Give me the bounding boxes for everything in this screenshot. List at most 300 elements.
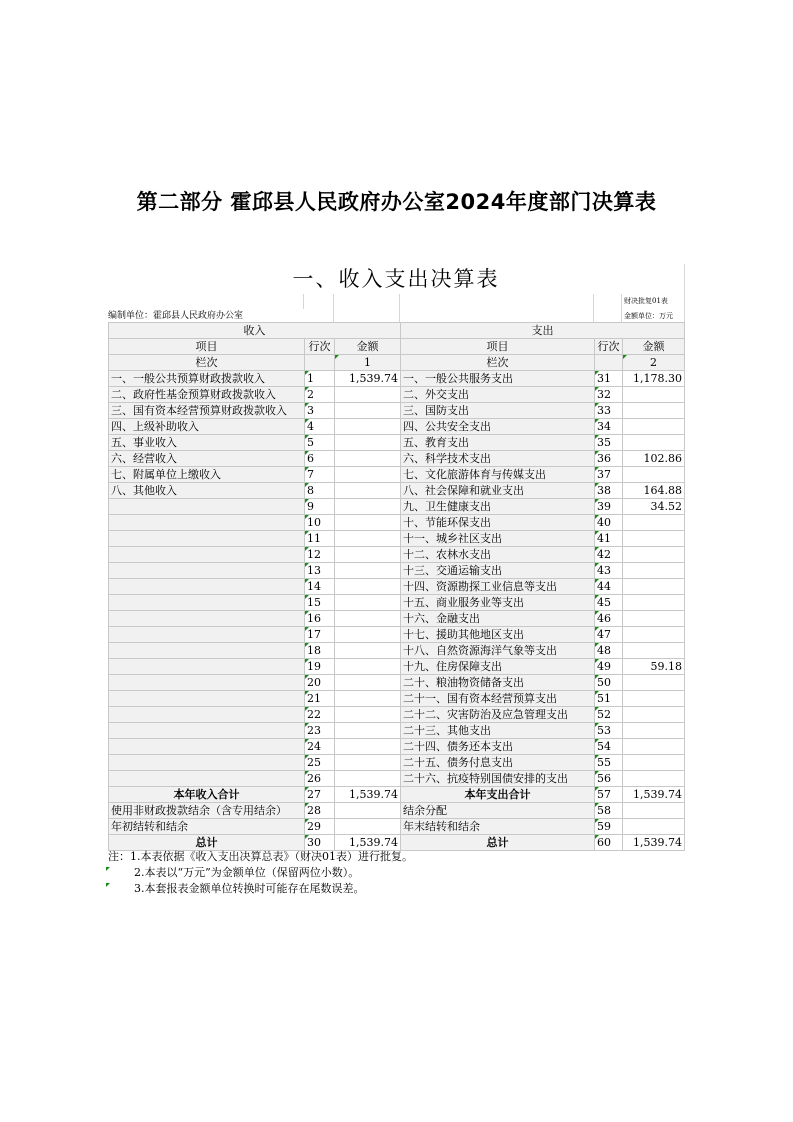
income-line-cell: 24 [305, 739, 335, 755]
expense-line-cell: 51 [595, 691, 623, 707]
expense-line-cell: 43 [595, 563, 623, 579]
table-row [109, 627, 685, 643]
cell-marker-icon [595, 691, 599, 695]
summary-row [109, 819, 685, 835]
income-line-cell: 13 [305, 563, 335, 579]
note-2: 2.本表以“万元”为金额单位（保留两位小数）。 [108, 865, 413, 881]
cell-marker-icon [305, 787, 309, 791]
table-row [109, 579, 685, 595]
income-item-cell [109, 547, 305, 563]
expense-index-label: 栏次 [401, 355, 595, 371]
expense-item-cell: 二十六、抗疫特别国债安排的支出 [401, 771, 595, 787]
expense-item-cell: 十七、援助其他地区支出 [401, 627, 595, 643]
cell-marker-icon [305, 547, 309, 551]
expense-line-cell: 56 [595, 771, 623, 787]
cell-marker-icon [305, 435, 309, 439]
summary-row [109, 787, 685, 803]
income-amount-cell [335, 419, 401, 435]
column-index-row [109, 355, 685, 371]
income-amount-cell [335, 755, 401, 771]
income-amount-cell [335, 659, 401, 675]
table-row [109, 691, 685, 707]
expense-item-cell: 六、科学技术支出 [401, 451, 595, 467]
section-header-row [109, 323, 685, 339]
income-item-cell [109, 611, 305, 627]
income-col-item: 项目 [109, 339, 305, 355]
cell-marker-icon [305, 451, 309, 455]
expense-item-cell: 十四、资源勘探工业信息等支出 [401, 579, 595, 595]
income-item-cell [109, 659, 305, 675]
table-row [109, 515, 685, 531]
cell-marker-icon [595, 467, 599, 471]
expense-summary-line-cell: 57 [595, 787, 623, 803]
cell-marker-icon [305, 739, 309, 743]
table-row [109, 707, 685, 723]
cell-marker-icon [595, 515, 599, 519]
income-line-cell: 5 [305, 435, 335, 451]
cell-marker-icon [595, 483, 599, 487]
expense-line-cell: 54 [595, 739, 623, 755]
expense-line-cell: 33 [595, 403, 623, 419]
income-item-cell [109, 755, 305, 771]
income-expense-table [108, 322, 685, 851]
expense-line-cell: 34 [595, 419, 623, 435]
table-row [109, 547, 685, 563]
expense-line-cell: 36 [595, 451, 623, 467]
column-header-row [109, 339, 685, 355]
cell-marker-icon [305, 819, 309, 823]
income-line-cell: 9 [305, 499, 335, 515]
expense-line-cell: 39 [595, 499, 623, 515]
income-item-cell [109, 723, 305, 739]
document-title: 第二部分 霍邱县人民政府办公室2024年度部门决算表 [136, 190, 657, 214]
income-amount-cell [335, 723, 401, 739]
cell-marker-icon [305, 371, 309, 375]
income-amount-cell [335, 611, 401, 627]
income-line-cell: 17 [305, 627, 335, 643]
income-summary-amount-cell [335, 803, 401, 819]
income-line-cell: 11 [305, 531, 335, 547]
expense-amount-cell [623, 419, 685, 435]
income-line-cell: 2 [305, 387, 335, 403]
expense-item-cell: 十九、住房保障支出 [401, 659, 595, 675]
income-summary-item-cell: 总计 [109, 835, 305, 851]
income-amount-cell: 1,539.74 [335, 371, 401, 387]
expense-amount-cell [623, 675, 685, 691]
form-code: 财决批复01表 [624, 297, 668, 305]
expense-summary-line-cell: 60 [595, 835, 623, 851]
expense-item-cell: 五、教育支出 [401, 435, 595, 451]
cell-marker-icon [305, 467, 309, 471]
cell-marker-icon [305, 659, 309, 663]
expense-amount-cell [623, 403, 685, 419]
income-col-line: 行次 [305, 339, 335, 355]
cell-marker-icon [305, 771, 309, 775]
income-amount-cell [335, 691, 401, 707]
income-item-cell [109, 627, 305, 643]
expense-item-cell: 七、文化旅游体育与传媒支出 [401, 467, 595, 483]
spreadsheet [108, 264, 685, 847]
table-row [109, 483, 685, 499]
expense-amount-cell [623, 755, 685, 771]
income-item-cell [109, 643, 305, 659]
income-item-cell [109, 579, 305, 595]
expense-line-cell: 53 [595, 723, 623, 739]
income-amount-cell [335, 675, 401, 691]
expense-amount-cell [623, 467, 685, 483]
expense-amount-cell [623, 515, 685, 531]
expense-summary-item-cell: 总计 [401, 835, 595, 851]
expense-item-cell: 十八、自然资源海洋气象等支出 [401, 643, 595, 659]
expense-amount-cell [623, 563, 685, 579]
income-item-cell [109, 515, 305, 531]
cell-marker-icon [305, 643, 309, 647]
expense-amount-cell [623, 531, 685, 547]
cell-marker-icon [106, 867, 110, 871]
income-summary-line-cell: 30 [305, 835, 335, 851]
income-item-cell [109, 531, 305, 547]
table-row [109, 499, 685, 515]
income-summary-amount-cell [335, 819, 401, 835]
table-row [109, 371, 685, 387]
expense-summary-amount-cell [623, 819, 685, 835]
cell-marker-icon [595, 771, 599, 775]
income-line-cell: 23 [305, 723, 335, 739]
expense-line-cell: 45 [595, 595, 623, 611]
expense-summary-item-cell: 结余分配 [401, 803, 595, 819]
expense-col-amount: 金额 [623, 339, 685, 355]
income-item-cell: 三、国有资本经营预算财政拨款收入 [109, 403, 305, 419]
cell-marker-icon [595, 595, 599, 599]
expense-col-index: 2 [623, 355, 685, 371]
table-row [109, 419, 685, 435]
expense-amount-cell: 102.86 [623, 451, 685, 467]
income-item-cell [109, 675, 305, 691]
expense-header: 支出 [401, 323, 685, 339]
income-line-cell: 19 [305, 659, 335, 675]
cell-marker-icon [305, 675, 309, 679]
expense-amount-cell [623, 643, 685, 659]
income-amount-cell [335, 771, 401, 787]
expense-amount-cell [623, 547, 685, 563]
income-item-cell [109, 771, 305, 787]
income-amount-cell [335, 707, 401, 723]
expense-line-cell: 47 [595, 627, 623, 643]
expense-item-cell: 十二、农林水支出 [401, 547, 595, 563]
income-line-cell: 26 [305, 771, 335, 787]
expense-amount-cell [623, 691, 685, 707]
income-summary-line-cell: 29 [305, 819, 335, 835]
income-item-cell: 一、一般公共预算财政拨款收入 [109, 371, 305, 387]
expense-item-cell: 三、国防支出 [401, 403, 595, 419]
table-row [109, 755, 685, 771]
cell-marker-icon [595, 803, 599, 807]
cell-marker-icon [595, 403, 599, 407]
cell-marker-icon [595, 419, 599, 423]
table-row [109, 387, 685, 403]
expense-amount-cell [623, 579, 685, 595]
cell-marker-icon [623, 355, 627, 359]
expense-item-cell: 十三、交通运输支出 [401, 563, 595, 579]
income-summary-amount-cell: 1,539.74 [335, 835, 401, 851]
cell-marker-icon [595, 627, 599, 631]
cell-marker-icon [305, 483, 309, 487]
income-line-cell: 1 [305, 371, 335, 387]
cell-marker-icon [305, 531, 309, 535]
income-index-label: 栏次 [109, 355, 305, 371]
notes [108, 849, 413, 897]
cell-marker-icon [305, 563, 309, 567]
expense-line-cell: 40 [595, 515, 623, 531]
expense-amount-cell [623, 771, 685, 787]
income-line-cell: 6 [305, 451, 335, 467]
expense-amount-cell [623, 739, 685, 755]
expense-line-cell: 31 [595, 371, 623, 387]
income-line-cell: 4 [305, 419, 335, 435]
income-item-cell: 五、事业收入 [109, 435, 305, 451]
cell-marker-icon [305, 403, 309, 407]
expense-col-line: 行次 [595, 339, 623, 355]
income-item-cell [109, 595, 305, 611]
expense-amount-cell: 164.88 [623, 483, 685, 499]
cell-marker-icon [595, 835, 599, 839]
income-item-cell [109, 691, 305, 707]
expense-line-cell: 46 [595, 611, 623, 627]
expense-item-cell: 四、公共安全支出 [401, 419, 595, 435]
income-item-cell [109, 499, 305, 515]
income-line-cell: 20 [305, 675, 335, 691]
table-row [109, 739, 685, 755]
cell-marker-icon [595, 563, 599, 567]
cell-marker-icon [305, 723, 309, 727]
income-amount-cell [335, 403, 401, 419]
cell-marker-icon [595, 755, 599, 759]
income-line-cell: 12 [305, 547, 335, 563]
cell-marker-icon [595, 643, 599, 647]
cell-marker-icon [305, 707, 309, 711]
table-row [109, 451, 685, 467]
income-amount-cell [335, 579, 401, 595]
cell-marker-icon [595, 611, 599, 615]
expense-line-cell: 48 [595, 643, 623, 659]
cell-marker-icon [305, 499, 309, 503]
income-item-cell [109, 707, 305, 723]
cell-marker-icon [595, 707, 599, 711]
income-summary-item-cell: 年初结转和结余 [109, 819, 305, 835]
table-row [109, 611, 685, 627]
expense-line-cell: 35 [595, 435, 623, 451]
cell-marker-icon [305, 835, 309, 839]
cell-marker-icon [595, 787, 599, 791]
income-line-cell: 21 [305, 691, 335, 707]
cell-marker-icon [305, 515, 309, 519]
expense-amount-cell: 1,178.30 [623, 371, 685, 387]
expense-amount-cell [623, 611, 685, 627]
table-row [109, 675, 685, 691]
income-amount-cell [335, 435, 401, 451]
expense-amount-cell [623, 723, 685, 739]
cell-marker-icon [595, 451, 599, 455]
expense-line-cell: 41 [595, 531, 623, 547]
expense-line-cell: 50 [595, 675, 623, 691]
income-line-cell: 10 [305, 515, 335, 531]
table-row [109, 435, 685, 451]
expense-line-cell: 52 [595, 707, 623, 723]
income-col-index: 1 [335, 355, 401, 371]
note-1: 注：1.本表依据《收入支出决算总表》（财决01表）进行批复。 [108, 850, 413, 863]
income-line-cell: 14 [305, 579, 335, 595]
income-item-cell [109, 563, 305, 579]
expense-line-cell: 49 [595, 659, 623, 675]
cell-marker-icon [595, 531, 599, 535]
income-amount-cell [335, 595, 401, 611]
cell-marker-icon [595, 435, 599, 439]
cell-marker-icon [305, 419, 309, 423]
meta-row-form-code [108, 294, 684, 309]
income-amount-cell [335, 499, 401, 515]
expense-line-cell: 42 [595, 547, 623, 563]
cell-marker-icon [305, 803, 309, 807]
income-amount-cell [335, 563, 401, 579]
income-amount-cell [335, 627, 401, 643]
cell-marker-icon [595, 659, 599, 663]
income-item-cell [109, 739, 305, 755]
income-amount-cell [335, 643, 401, 659]
income-summary-item-cell: 本年收入合计 [109, 787, 305, 803]
income-line-cell: 15 [305, 595, 335, 611]
expense-line-cell: 32 [595, 387, 623, 403]
income-amount-cell [335, 531, 401, 547]
expense-item-cell: 二十、粮油物资储备支出 [401, 675, 595, 691]
expense-amount-cell [623, 435, 685, 451]
expense-item-cell: 一、一般公共服务支出 [401, 371, 595, 387]
expense-item-cell: 二十一、国有资本经营预算支出 [401, 691, 595, 707]
note-3: 3.本套报表金额单位转换时可能存在尾数误差。 [108, 881, 413, 897]
expense-amount-cell [623, 627, 685, 643]
table-row [109, 723, 685, 739]
unit-label: 编制单位：霍邱县人民政府办公室 [108, 311, 244, 321]
table-row [109, 643, 685, 659]
income-amount-cell [335, 451, 401, 467]
expense-item-cell: 二十二、灾害防治及应急管理支出 [401, 707, 595, 723]
cell-marker-icon [595, 675, 599, 679]
income-amount-cell [335, 515, 401, 531]
cell-marker-icon [305, 627, 309, 631]
sheet-title: 一、收入支出决算表 [292, 267, 500, 291]
table-row [109, 531, 685, 547]
cell-marker-icon [106, 883, 110, 887]
cell-marker-icon [305, 755, 309, 759]
expense-line-cell: 38 [595, 483, 623, 499]
expense-item-cell: 九、卫生健康支出 [401, 499, 595, 515]
expense-item-cell: 二、外交支出 [401, 387, 595, 403]
income-item-cell: 七、附属单位上缴收入 [109, 467, 305, 483]
cell-marker-icon [305, 595, 309, 599]
table-row [109, 771, 685, 787]
cell-marker-icon [305, 691, 309, 695]
expense-amount-cell [623, 707, 685, 723]
cell-marker-icon [595, 739, 599, 743]
expense-amount-cell [623, 595, 685, 611]
income-item-cell: 二、政府性基金预算财政拨款收入 [109, 387, 305, 403]
income-amount-cell [335, 483, 401, 499]
expense-item-cell: 二十四、债务还本支出 [401, 739, 595, 755]
cell-marker-icon [305, 387, 309, 391]
expense-line-cell: 55 [595, 755, 623, 771]
cell-marker-icon [305, 579, 309, 583]
cell-marker-icon [305, 611, 309, 615]
expense-item-cell: 八、社会保障和就业支出 [401, 483, 595, 499]
income-summary-item-cell: 使用非财政拨款结余（含专用结余） [109, 803, 305, 819]
income-line-cell: 16 [305, 611, 335, 627]
income-line-cell: 3 [305, 403, 335, 419]
expense-item-cell: 二十三、其他支出 [401, 723, 595, 739]
income-col-amount: 金额 [335, 339, 401, 355]
expense-summary-item-cell: 年末结转和结余 [401, 819, 595, 835]
cell-marker-icon [595, 499, 599, 503]
expense-summary-line-cell: 58 [595, 803, 623, 819]
expense-amount-cell: 59.18 [623, 659, 685, 675]
expense-amount-cell: 34.52 [623, 499, 685, 515]
cell-marker-icon [335, 355, 339, 359]
income-summary-amount-cell: 1,539.74 [335, 787, 401, 803]
income-line-cell: 25 [305, 755, 335, 771]
table-row [109, 467, 685, 483]
table-row [109, 595, 685, 611]
table-row [109, 403, 685, 419]
income-summary-line-cell: 27 [305, 787, 335, 803]
expense-line-cell: 44 [595, 579, 623, 595]
income-line-cell: 8 [305, 483, 335, 499]
cell-marker-icon [595, 819, 599, 823]
cell-marker-icon [595, 547, 599, 551]
table-body [109, 323, 685, 851]
expense-item-cell: 十、节能环保支出 [401, 515, 595, 531]
expense-summary-item-cell: 本年支出合计 [401, 787, 595, 803]
expense-item-cell: 十一、城乡社区支出 [401, 531, 595, 547]
table-row [109, 563, 685, 579]
expense-line-cell: 37 [595, 467, 623, 483]
income-amount-cell [335, 387, 401, 403]
cell-marker-icon [595, 387, 599, 391]
expense-summary-amount-cell [623, 803, 685, 819]
expense-item-cell: 二十五、债务付息支出 [401, 755, 595, 771]
amount-unit: 金额单位：万元 [624, 312, 673, 320]
expense-summary-amount-cell: 1,539.74 [623, 787, 685, 803]
expense-col-item: 项目 [401, 339, 595, 355]
income-header: 收入 [109, 323, 401, 339]
income-amount-cell [335, 467, 401, 483]
expense-summary-amount-cell: 1,539.74 [623, 835, 685, 851]
cell-marker-icon [595, 723, 599, 727]
table-row [109, 659, 685, 675]
income-line-cell: 18 [305, 643, 335, 659]
summary-row [109, 803, 685, 819]
income-summary-line-cell: 28 [305, 803, 335, 819]
cell-marker-icon [595, 371, 599, 375]
income-item-cell: 六、经营收入 [109, 451, 305, 467]
income-item-cell: 四、上级补助收入 [109, 419, 305, 435]
expense-item-cell: 十五、商业服务业等支出 [401, 595, 595, 611]
income-amount-cell [335, 547, 401, 563]
cell-marker-icon [595, 579, 599, 583]
expense-summary-line-cell: 59 [595, 819, 623, 835]
expense-item-cell: 十六、金融支出 [401, 611, 595, 627]
income-line-cell: 22 [305, 707, 335, 723]
income-line-cell: 7 [305, 467, 335, 483]
expense-amount-cell [623, 387, 685, 403]
income-item-cell: 八、其他收入 [109, 483, 305, 499]
